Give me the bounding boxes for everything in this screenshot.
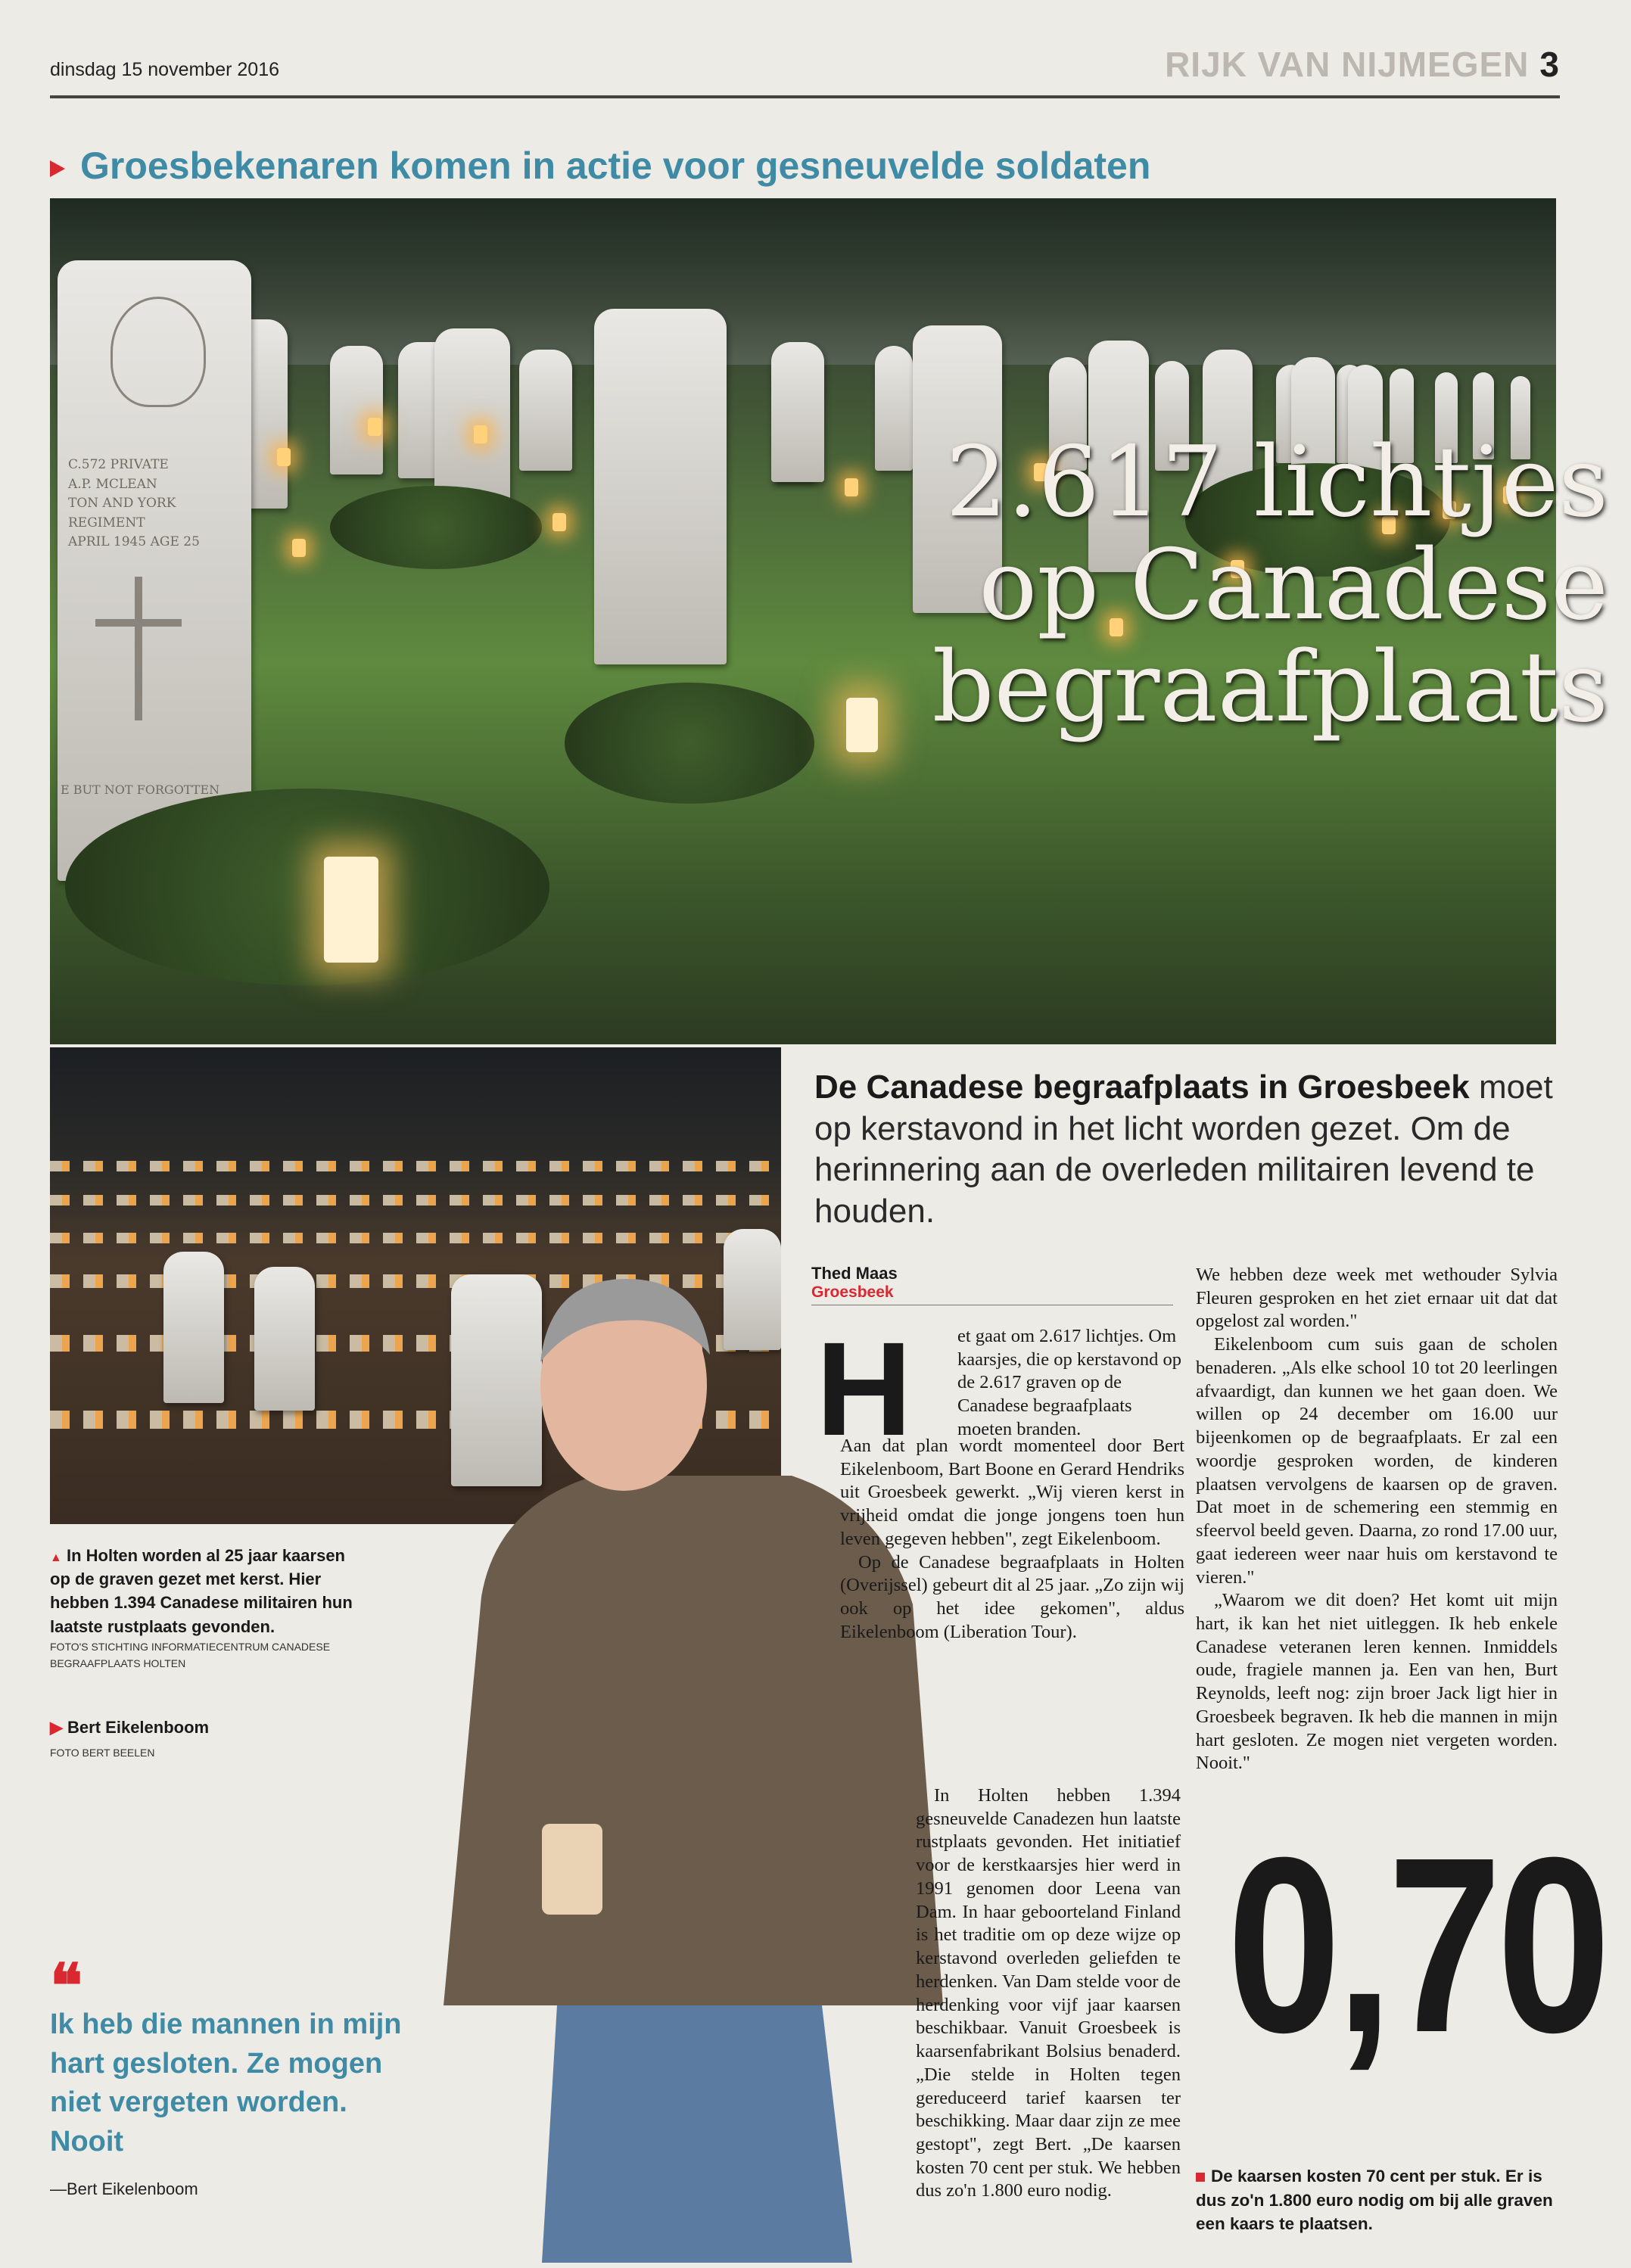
gravestone-mclean	[58, 260, 251, 881]
kicker	[50, 144, 1150, 188]
headline	[851, 426, 1608, 745]
photo-caption	[50, 1544, 353, 1672]
quote-mark-icon: ❝	[50, 1952, 79, 2020]
page-number: 3	[1539, 45, 1560, 84]
body-column-2	[1196, 1264, 1558, 1775]
byline-author: Thed Maas	[811, 1264, 898, 1283]
headline-line: begraafplaats	[932, 631, 1608, 745]
maple-leaf-icon	[110, 297, 206, 407]
photo-credit: FOTO'S STICHTING INFORMATIECENTRUM CANADESE BEGRAAFPLAATS HOLTEN	[50, 1640, 331, 1670]
caption-arrow-icon: ▶	[50, 1718, 63, 1737]
byline-place: Groesbeek	[811, 1283, 894, 1301]
square-bullet-icon	[1196, 2173, 1205, 2182]
gravestone	[594, 309, 727, 664]
candle	[368, 418, 381, 436]
gravestone	[519, 350, 572, 471]
cross-icon	[135, 577, 142, 720]
gravestone-epitaph: E BUT NOT FORGOTTEN	[61, 782, 220, 797]
candle	[552, 513, 566, 531]
section-header	[1165, 44, 1560, 85]
drop-cap: H	[816, 1315, 913, 1464]
headline-line: 2.617 lichtjes	[945, 426, 1608, 539]
portrait-credit: FOTO BERT BEELEN	[50, 1747, 155, 1759]
intro-rest: moet op kerstavond in het licht worden gezet. Om de herinnering aan de overleden militairen levend te houden.	[814, 1069, 1553, 1230]
gravestone	[163, 1252, 224, 1403]
article-intro	[814, 1067, 1571, 1232]
portrait-caption	[50, 1718, 209, 1738]
header-rule	[50, 95, 1560, 98]
intro-lead: De Canadese begraafplaats in Groesbeek	[814, 1069, 1470, 1106]
pull-quote-author: —Bert Eikelenboom	[50, 2179, 198, 2198]
fact-number: 0,70	[1227, 1805, 1606, 2084]
candle	[277, 448, 291, 466]
candle-lantern	[324, 857, 378, 963]
photo-caption-text: In Holten worden al 25 jaar kaarsen op de graven gezet met kerst. Hier hebben 1.394 Canadese militairen hun laatste rustplaats gevonden.	[50, 1546, 353, 1636]
gravestone-inscription: C.572 PRIVATE A.P. MCLEAN TON AND YORK REGIMENT APRIL 1945 AGE 25	[68, 457, 200, 549]
gravestone	[330, 346, 383, 474]
caption-arrow-icon: ▲	[50, 1551, 62, 1564]
byline	[811, 1264, 1173, 1305]
kicker-text: Groesbekenaren komen in actie voor gesneuvelde soldaten	[80, 145, 1151, 187]
gravestone	[434, 328, 510, 502]
body-paragraph: Eikelenboom cum suis gaan de scholen benaderen. „Als elke school 10 tot 20 leerlingen afvaardigt, dan kunnen we het gaan doen. We willen op 24 december om 16.00 uur bijeenkomen op de begraafplaats. Er zal een woordje gesproken worden, de kinderen plaatsen vervolgens de kaarsen op de graven. Dat moet in de schemering een stemmig en sfeervol beeld geven. Daarna, zo rond 17.00 uur, gaat iedereen weer naar huis om kerstavond te vieren."	[1196, 1334, 1558, 1588]
candle-jar	[542, 1824, 602, 1915]
shrub	[65, 789, 549, 985]
portrait-caption-name: Bert Eikelenboom	[67, 1718, 210, 1737]
gravestone	[771, 342, 824, 482]
body-column-1	[840, 1435, 1184, 1644]
candle	[474, 425, 487, 443]
headline-line: op Canadese	[979, 528, 1608, 642]
kicker-arrow-icon	[50, 160, 65, 177]
body-paragraph: „Waarom we dit doen? Het komt uit mijn hart, ik kan het niet uitleggen. Ik heb enkele Canadese veteranen leren kennen. Inmiddels oude, fragiele mannen ja. Een van hen, Burt Reynolds, leeft nog: zijn broer Jack ligt hier in Groesbeek begraven. Ik heb die mannen in mijn hart gesloten. Ze mogen niet vergeten worden. Nooit."	[1196, 1590, 1558, 1774]
fact-caption	[1196, 2164, 1558, 2236]
body-paragraph: Aan dat plan wordt momenteel door Bert Eikelenboom, Bart Boone en Gerard Hendriks uit Groesbeek gewerkt. „Wij vieren kerst in vrijheid omdat die jonge jongens toen hun leven gegeven hebben", zegt Eikelenboom.	[840, 1436, 1184, 1549]
shrub	[330, 486, 542, 569]
body-paragraph: We hebben deze week met wethouder Sylvia Fleuren gesproken en het ziet ernaar uit dat dat opgelost zal worden."	[1196, 1265, 1558, 1332]
pull-quote: Ik heb die mannen in mijn hart gesloten. Ze mogen niet vergeten worden. Nooit	[50, 2008, 402, 2158]
shrub	[565, 683, 814, 804]
section-name: RIJK VAN NIJMEGEN	[1165, 45, 1530, 84]
candle	[292, 539, 306, 557]
issue-date: dinsdag 15 november 2016	[50, 59, 280, 80]
body-paragraph: In Holten hebben 1.394 gesneuvelde Canadezen hun laatste rustplaats gevonden. Het initiatief voor de kerstkaarsjes hier werd in 1991 genomen door Leena van Dam. In haar geboorteland Finland is het traditie om op deze wijze op kerstavond overleden geliefden te herdenken. Van Dam stelde voor de herdenking voor vijf jaar kaarsen beschikbaar. Vanuit Groesbeek is kaarsenfabrikant Bolsius benaderd. „Die stelde in Holten tegen gereduceerd tarief kaarsen ter beschikking. Maar daar zijn ze mee gestopt", zegt Bert. „De kaarsen kosten 70 cent per stuk. We hebben dus zo'n 1.800 euro nodig.	[916, 1785, 1181, 2201]
body-paragraph: Op de Canadese begraafplaats in Holten (Overijssel) gebeurt dit al 25 jaar. „Zo zijn wij ook op het idee gekomen", aldus Eikelenboom (Liberation Tour).	[840, 1551, 1184, 1642]
body-paragraph: et gaat om 2.617 lichtjes. Om kaarsjes, die op kerstavond op de 2.617 graven op de Canadese begraafplaats moeten branden.	[957, 1326, 1181, 1439]
jeans	[542, 2005, 852, 2263]
gravestone	[254, 1267, 315, 1411]
fact-caption-text: De kaarsen kosten 70 cent per stuk. Er is dus zo'n 1.800 euro nodig om bij alle graven een kaars te plaatsen.	[1196, 2167, 1553, 2233]
